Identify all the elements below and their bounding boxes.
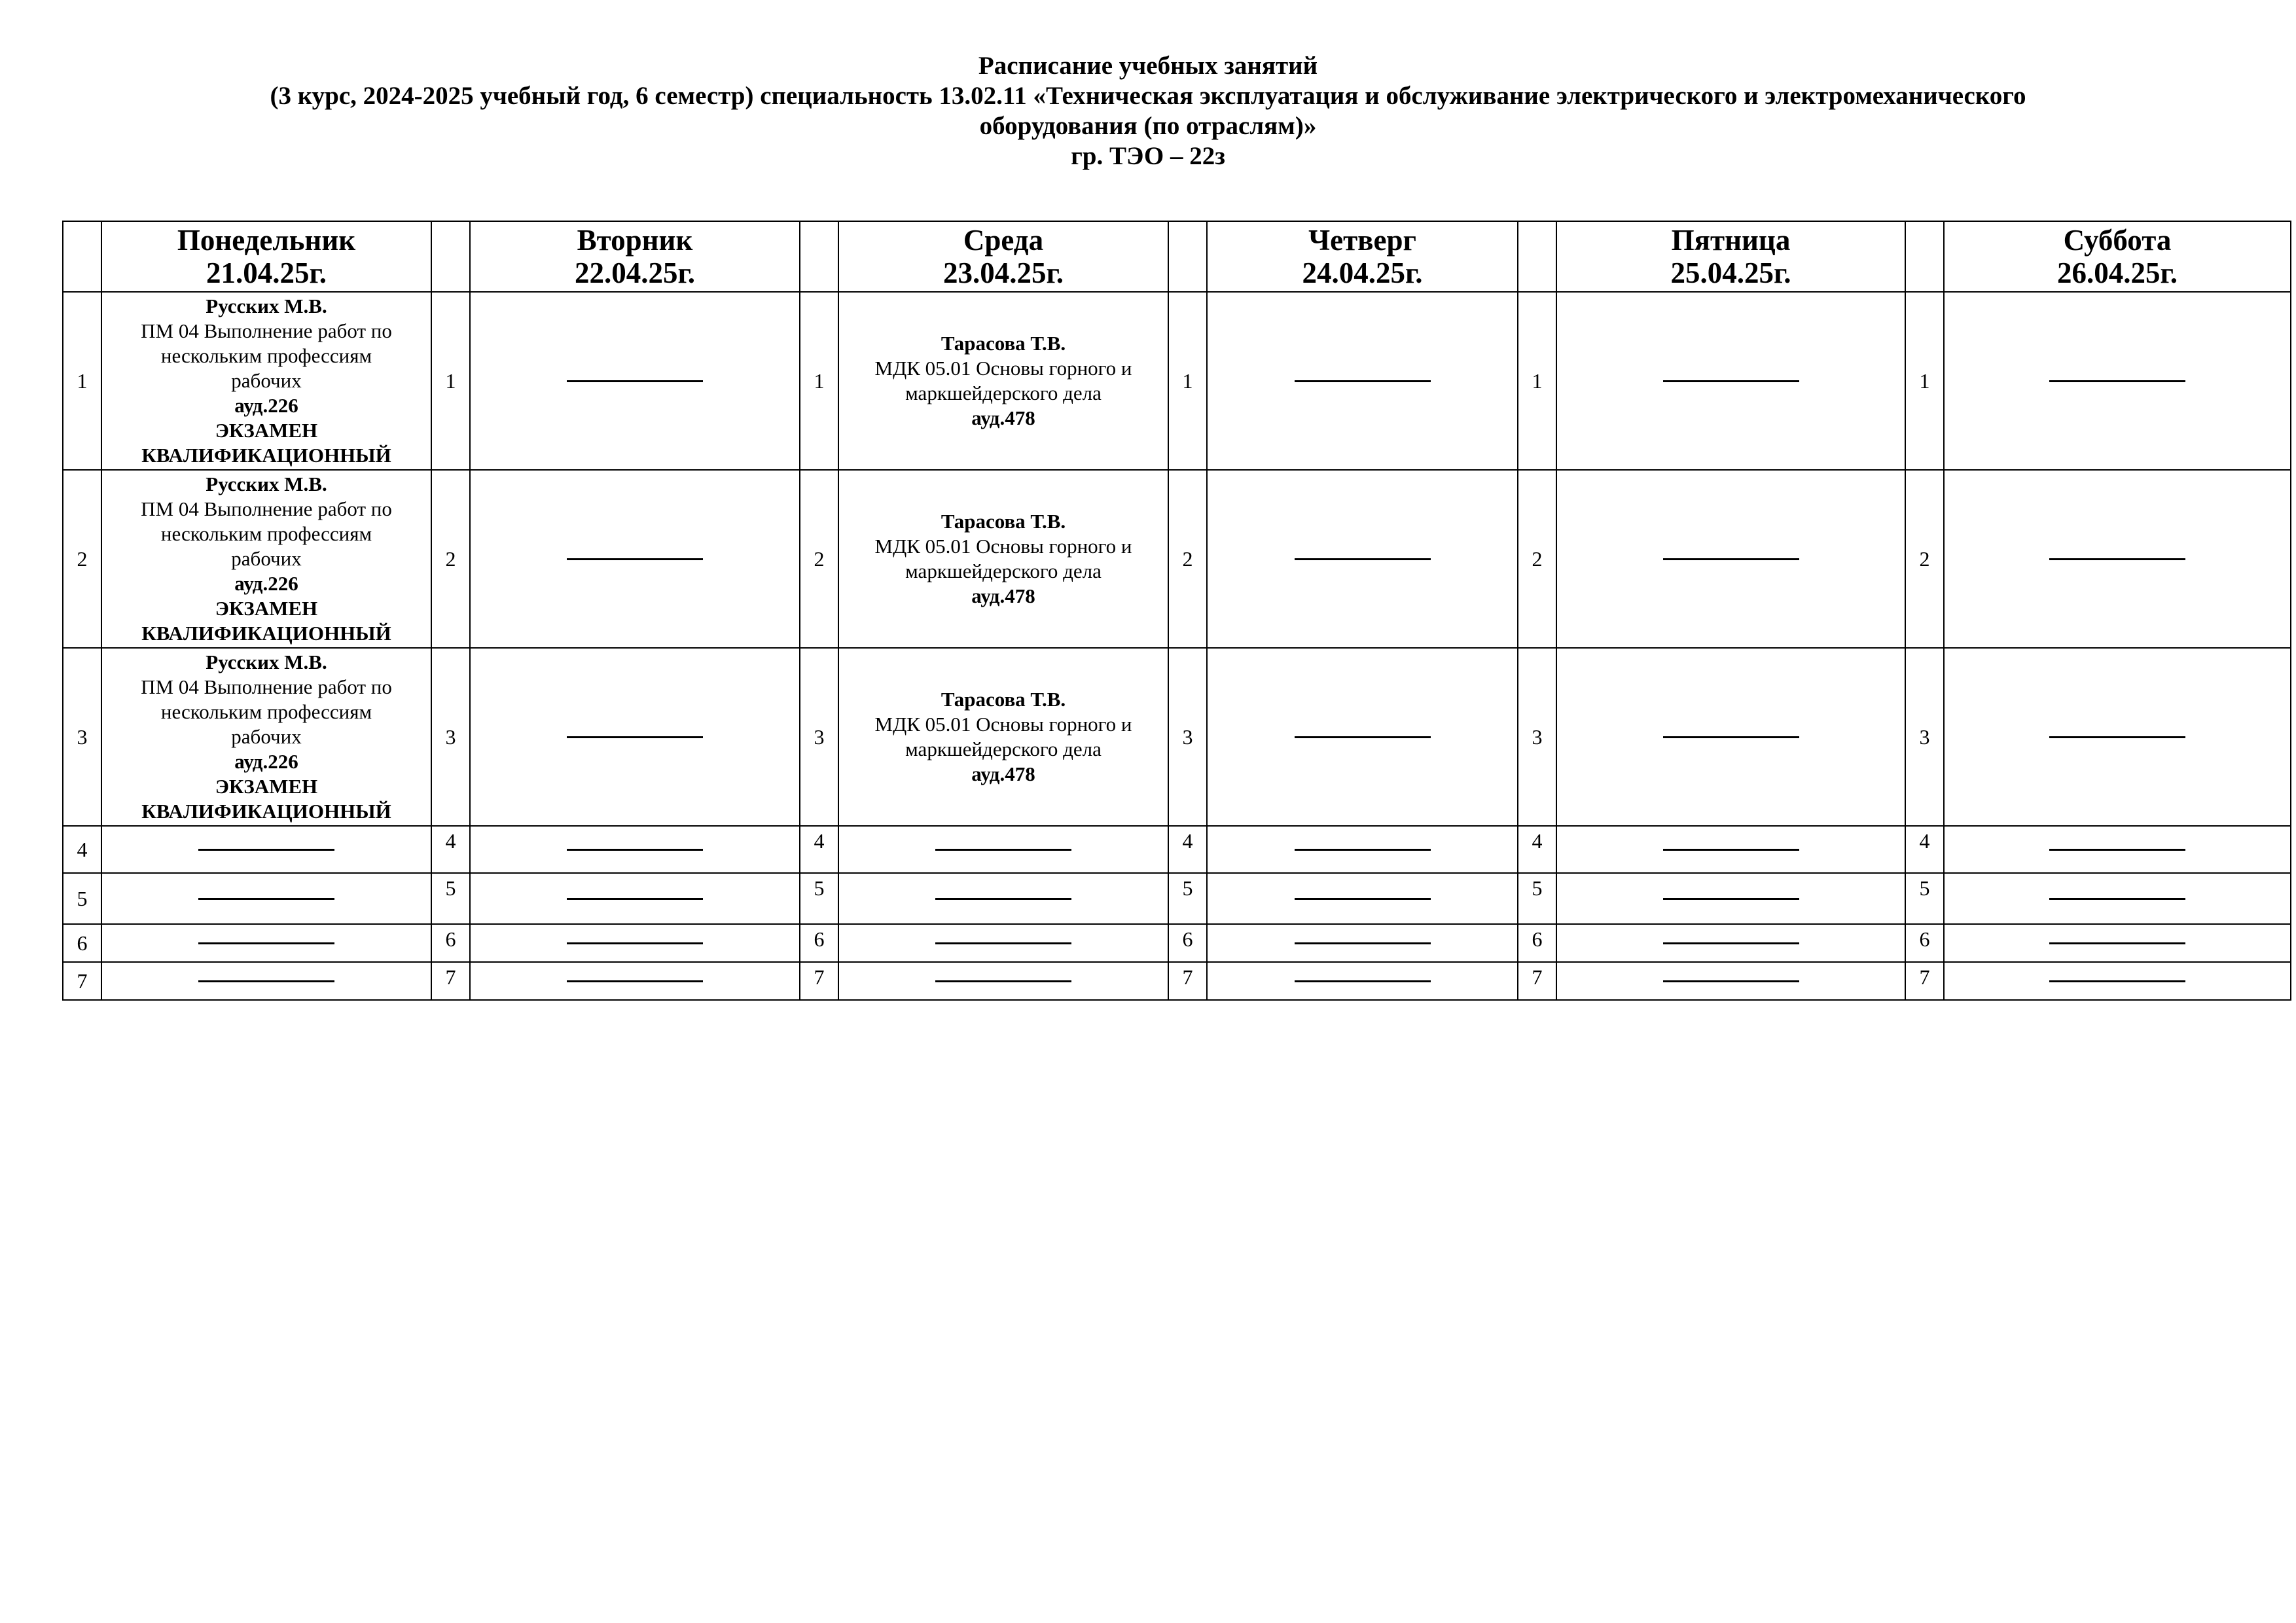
empty-lesson-cell bbox=[838, 962, 1168, 1000]
empty-dash bbox=[935, 980, 1071, 982]
period-number: 6 bbox=[1168, 924, 1207, 962]
period-number: 4 bbox=[431, 826, 470, 873]
empty-lesson-cell bbox=[1944, 292, 2291, 470]
empty-dash bbox=[1295, 380, 1431, 382]
period-number: 5 bbox=[1905, 873, 1944, 924]
period-number: 4 bbox=[1905, 826, 1944, 873]
lesson-subject: ПМ 04 Выполнение работ по bbox=[141, 497, 392, 520]
empty-dash bbox=[1295, 898, 1431, 900]
period-number: 3 bbox=[431, 648, 470, 826]
lesson-subject: МДК 05.01 Основы горного и bbox=[874, 357, 1132, 380]
period-number: 5 bbox=[63, 873, 101, 924]
empty-lesson-cell bbox=[1207, 826, 1518, 873]
period-column-header bbox=[1168, 221, 1207, 292]
document-subtitle-continued: оборудования (по отраслям)» bbox=[979, 112, 1317, 140]
empty-dash bbox=[198, 898, 334, 900]
lesson-subject: рабочих bbox=[231, 547, 302, 570]
period-number: 1 bbox=[800, 292, 838, 470]
lesson-subject: нескольким профессиям bbox=[160, 344, 372, 367]
period-number: 6 bbox=[63, 924, 101, 962]
empty-lesson-cell bbox=[101, 873, 431, 924]
period-number: 2 bbox=[800, 470, 838, 648]
day-name: Понедельник bbox=[177, 224, 356, 257]
group-name: гр. ТЭО – 22з bbox=[1071, 142, 1225, 170]
lesson-cell-wednesday bbox=[838, 648, 1168, 826]
lesson-cell-monday bbox=[101, 292, 431, 470]
lesson-exam-label: КВАЛИФИКАЦИОННЫЙ bbox=[141, 800, 391, 823]
empty-dash bbox=[1663, 942, 1799, 944]
day-name: Четверг bbox=[1308, 224, 1416, 257]
lesson-exam-label: ЭКЗАМЕН bbox=[215, 597, 318, 620]
period-number: 2 bbox=[1168, 470, 1207, 648]
empty-dash bbox=[1663, 736, 1799, 738]
day-name: Суббота bbox=[2063, 224, 2172, 257]
lesson-room: ауд.478 bbox=[971, 584, 1035, 607]
empty-dash bbox=[2049, 849, 2185, 851]
empty-lesson-cell bbox=[1556, 962, 1905, 1000]
lesson-subject: ПМ 04 Выполнение работ по bbox=[141, 319, 392, 342]
empty-lesson-cell bbox=[838, 826, 1168, 873]
empty-lesson-cell bbox=[1944, 826, 2291, 873]
day-date: 21.04.25г. bbox=[206, 257, 327, 289]
period-number: 4 bbox=[1518, 826, 1556, 873]
empty-lesson-cell bbox=[1207, 924, 1518, 962]
empty-lesson-cell bbox=[1207, 648, 1518, 826]
period-number: 6 bbox=[1905, 924, 1944, 962]
day-header-thursday bbox=[1207, 221, 1518, 292]
lesson-cell-wednesday bbox=[838, 470, 1168, 648]
day-header-wednesday bbox=[838, 221, 1168, 292]
lesson-teacher: Русских М.В. bbox=[206, 294, 327, 317]
empty-lesson-cell bbox=[470, 826, 800, 873]
empty-dash bbox=[935, 849, 1071, 851]
period-number: 4 bbox=[63, 826, 101, 873]
lesson-subject: рабочих bbox=[231, 725, 302, 748]
period-number: 2 bbox=[1518, 470, 1556, 648]
lesson-room: ауд.226 bbox=[234, 750, 298, 773]
period-number: 2 bbox=[431, 470, 470, 648]
empty-dash bbox=[567, 898, 703, 900]
lesson-exam-label: КВАЛИФИКАЦИОННЫЙ bbox=[141, 622, 391, 645]
period-number: 7 bbox=[1518, 962, 1556, 1000]
empty-lesson-cell bbox=[1944, 962, 2291, 1000]
empty-lesson-cell bbox=[838, 873, 1168, 924]
empty-dash bbox=[1663, 980, 1799, 982]
empty-lesson-cell bbox=[101, 962, 431, 1000]
period-row-2 bbox=[63, 470, 2291, 648]
period-number: 6 bbox=[1518, 924, 1556, 962]
empty-dash bbox=[567, 558, 703, 560]
lesson-subject: маркшейдерского дела bbox=[905, 560, 1102, 582]
empty-dash bbox=[1295, 736, 1431, 738]
empty-lesson-cell bbox=[101, 826, 431, 873]
lesson-subject: нескольким профессиям bbox=[160, 700, 372, 723]
lesson-subject: маркшейдерского дела bbox=[905, 738, 1102, 760]
period-number: 3 bbox=[1168, 648, 1207, 826]
empty-lesson-cell bbox=[1207, 292, 1518, 470]
period-number: 1 bbox=[63, 292, 101, 470]
lesson-cell-wednesday bbox=[838, 292, 1168, 470]
period-number: 7 bbox=[800, 962, 838, 1000]
day-date: 26.04.25г. bbox=[2056, 257, 2178, 289]
day-name: Среда bbox=[963, 224, 1044, 257]
empty-dash bbox=[2049, 942, 2185, 944]
period-number: 3 bbox=[1518, 648, 1556, 826]
empty-lesson-cell bbox=[1944, 648, 2291, 826]
empty-lesson-cell bbox=[1556, 873, 1905, 924]
lesson-cell-monday bbox=[101, 470, 431, 648]
day-date: 24.04.25г. bbox=[1302, 257, 1423, 289]
period-number: 4 bbox=[800, 826, 838, 873]
empty-lesson-cell bbox=[470, 470, 800, 648]
empty-lesson-cell bbox=[1556, 470, 1905, 648]
empty-lesson-cell bbox=[1556, 648, 1905, 826]
empty-dash bbox=[1295, 980, 1431, 982]
period-column-header bbox=[1518, 221, 1556, 292]
empty-lesson-cell bbox=[1207, 962, 1518, 1000]
period-number: 5 bbox=[1518, 873, 1556, 924]
period-number: 3 bbox=[63, 648, 101, 826]
empty-lesson-cell bbox=[1944, 924, 2291, 962]
period-row-5 bbox=[63, 873, 2291, 924]
period-column-header bbox=[431, 221, 470, 292]
empty-dash bbox=[1663, 558, 1799, 560]
empty-lesson-cell bbox=[470, 292, 800, 470]
empty-lesson-cell bbox=[470, 962, 800, 1000]
period-row-1 bbox=[63, 292, 2291, 470]
empty-lesson-cell bbox=[1944, 873, 2291, 924]
empty-lesson-cell bbox=[101, 924, 431, 962]
empty-dash bbox=[2049, 380, 2185, 382]
period-number: 1 bbox=[1518, 292, 1556, 470]
period-number: 6 bbox=[431, 924, 470, 962]
day-header-friday bbox=[1556, 221, 1905, 292]
empty-lesson-cell bbox=[1207, 873, 1518, 924]
period-number: 5 bbox=[431, 873, 470, 924]
empty-dash bbox=[2049, 736, 2185, 738]
lesson-subject: МДК 05.01 Основы горного и bbox=[874, 535, 1132, 558]
lesson-subject: маркшейдерского дела bbox=[905, 382, 1102, 404]
empty-lesson-cell bbox=[838, 924, 1168, 962]
empty-dash bbox=[567, 849, 703, 851]
period-number: 2 bbox=[1905, 470, 1944, 648]
empty-dash bbox=[2049, 558, 2185, 560]
period-row-4 bbox=[63, 826, 2291, 873]
empty-lesson-cell bbox=[1944, 470, 2291, 648]
empty-dash bbox=[1663, 380, 1799, 382]
lesson-room: ауд.226 bbox=[234, 572, 298, 595]
empty-dash bbox=[935, 898, 1071, 900]
lesson-teacher: Тарасова Т.В. bbox=[941, 688, 1066, 711]
period-number: 1 bbox=[1905, 292, 1944, 470]
lesson-exam-label: ЭКЗАМЕН bbox=[215, 419, 318, 442]
period-row-3 bbox=[63, 648, 2291, 826]
empty-lesson-cell bbox=[1556, 924, 1905, 962]
empty-lesson-cell bbox=[470, 648, 800, 826]
empty-lesson-cell bbox=[1207, 470, 1518, 648]
lesson-teacher: Русских М.В. bbox=[206, 473, 327, 495]
period-number: 2 bbox=[63, 470, 101, 648]
day-date: 25.04.25г. bbox=[1670, 257, 1791, 289]
lesson-room: ауд.226 bbox=[234, 394, 298, 417]
period-number: 7 bbox=[1168, 962, 1207, 1000]
empty-dash bbox=[1295, 942, 1431, 944]
lesson-teacher: Тарасова Т.В. bbox=[941, 332, 1066, 355]
lesson-subject: рабочих bbox=[231, 369, 302, 392]
period-number: 6 bbox=[800, 924, 838, 962]
period-column-header bbox=[63, 221, 101, 292]
period-number: 7 bbox=[431, 962, 470, 1000]
lesson-teacher: Русских М.В. bbox=[206, 651, 327, 673]
empty-lesson-cell bbox=[470, 873, 800, 924]
day-header-row bbox=[63, 221, 2291, 292]
period-column-header bbox=[800, 221, 838, 292]
day-header-tuesday bbox=[470, 221, 800, 292]
empty-dash bbox=[198, 942, 334, 944]
period-number: 5 bbox=[800, 873, 838, 924]
schedule-table bbox=[62, 221, 2291, 1001]
period-number: 7 bbox=[1905, 962, 1944, 1000]
empty-dash bbox=[935, 942, 1071, 944]
lesson-subject: нескольким профессиям bbox=[160, 522, 372, 545]
period-number: 5 bbox=[1168, 873, 1207, 924]
period-number: 7 bbox=[63, 962, 101, 1000]
document-header bbox=[0, 51, 2296, 171]
period-number: 4 bbox=[1168, 826, 1207, 873]
period-column-header bbox=[1905, 221, 1944, 292]
empty-dash bbox=[1663, 898, 1799, 900]
period-row-6 bbox=[63, 924, 2291, 962]
empty-lesson-cell bbox=[1556, 292, 1905, 470]
empty-dash bbox=[198, 980, 334, 982]
lesson-exam-label: КВАЛИФИКАЦИОННЫЙ bbox=[141, 444, 391, 467]
empty-dash bbox=[567, 736, 703, 738]
empty-lesson-cell bbox=[1556, 826, 1905, 873]
lesson-teacher: Тарасова Т.В. bbox=[941, 510, 1066, 533]
empty-dash bbox=[1663, 849, 1799, 851]
day-name: Пятница bbox=[1671, 224, 1791, 257]
empty-lesson-cell bbox=[470, 924, 800, 962]
period-number: 1 bbox=[1168, 292, 1207, 470]
empty-dash bbox=[2049, 898, 2185, 900]
day-date: 23.04.25г. bbox=[942, 257, 1064, 289]
empty-dash bbox=[198, 849, 334, 851]
period-number: 1 bbox=[431, 292, 470, 470]
period-row-7 bbox=[63, 962, 2291, 1000]
empty-dash bbox=[567, 942, 703, 944]
period-number: 3 bbox=[1905, 648, 1944, 826]
lesson-exam-label: ЭКЗАМЕН bbox=[215, 775, 318, 798]
lesson-subject: ПМ 04 Выполнение работ по bbox=[141, 675, 392, 698]
document-title: Расписание учебных занятий bbox=[978, 52, 1318, 80]
day-name: Вторник bbox=[577, 224, 693, 257]
empty-dash bbox=[1295, 558, 1431, 560]
period-number: 3 bbox=[800, 648, 838, 826]
lesson-room: ауд.478 bbox=[971, 762, 1035, 785]
empty-dash bbox=[567, 380, 703, 382]
empty-dash bbox=[567, 980, 703, 982]
lesson-room: ауд.478 bbox=[971, 406, 1035, 429]
day-header-monday bbox=[101, 221, 431, 292]
lesson-subject: МДК 05.01 Основы горного и bbox=[874, 713, 1132, 736]
empty-dash bbox=[1295, 849, 1431, 851]
document-subtitle: (3 курс, 2024-2025 учебный год, 6 семестр) специальность 13.02.11 «Техническая эксплуатация и обслуживание электрического и электромеханического bbox=[270, 82, 2026, 110]
day-header-saturday bbox=[1944, 221, 2291, 292]
day-date: 22.04.25г. bbox=[574, 257, 696, 289]
empty-dash bbox=[2049, 980, 2185, 982]
lesson-cell-monday bbox=[101, 648, 431, 826]
